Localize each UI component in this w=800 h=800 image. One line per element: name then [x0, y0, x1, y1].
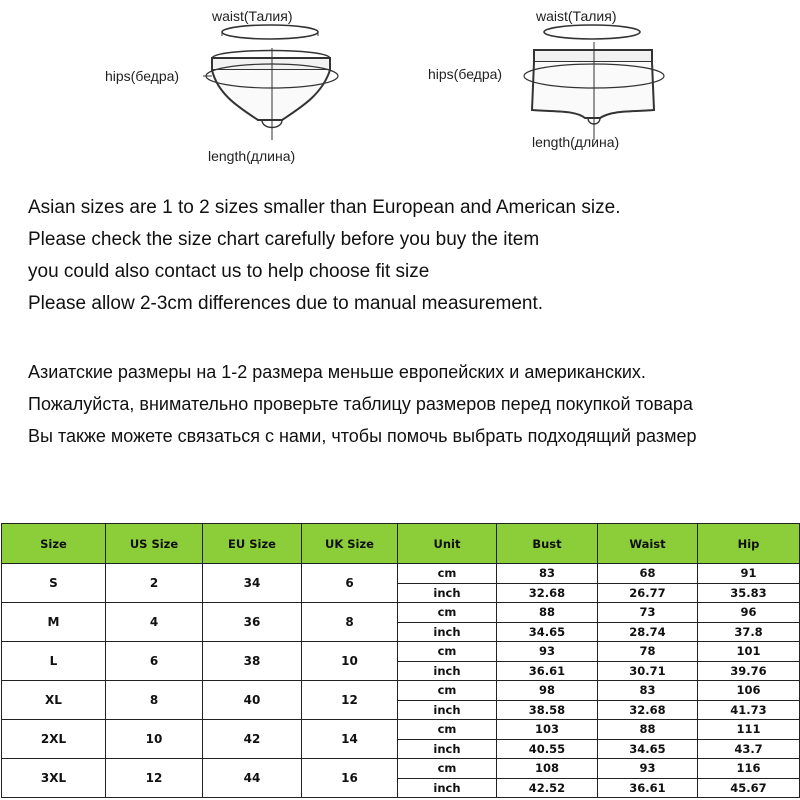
bust-cell: 88: [497, 603, 598, 623]
bust-cell: 32.68: [497, 583, 598, 603]
russian-note: Азиатские размеры на 1-2 размера меньше европейских и американских.: [28, 362, 646, 382]
header-size: Size: [2, 524, 106, 564]
unit-cell: cm: [398, 642, 497, 662]
hip-cell: 35.83: [698, 583, 800, 603]
eu-size-cell: 36: [203, 603, 302, 642]
unit-cell: cm: [398, 681, 497, 701]
russian-note: Пожалуйста, внимательно проверьте таблицу размеров перед покупкой товара: [28, 394, 693, 414]
waist-cell: 68: [598, 564, 698, 584]
hip-cell: 106: [698, 681, 800, 701]
briefs-illustration: [0, 0, 800, 180]
bust-cell: 38.58: [497, 700, 598, 720]
header-waist: Waist: [598, 524, 698, 564]
russian-note: Вы также можете связаться с нами, чтобы помочь выбрать подходящий размер: [28, 426, 697, 446]
bust-cell: 40.55: [497, 739, 598, 759]
waist-cell: 26.77: [598, 583, 698, 603]
waist-cell: 36.61: [598, 778, 698, 798]
unit-cell: inch: [398, 778, 497, 798]
hip-cell: 43.7: [698, 739, 800, 759]
waist-cell: 28.74: [598, 622, 698, 642]
unit-cell: cm: [398, 564, 497, 584]
unit-cell: cm: [398, 720, 497, 740]
size-cell: 2XL: [2, 720, 106, 759]
table-row: [2, 564, 800, 584]
unit-cell: inch: [398, 661, 497, 681]
us-size-cell: 4: [106, 603, 203, 642]
unit-cell: cm: [398, 603, 497, 623]
russian-notes: [28, 356, 776, 452]
size-cell: XL: [2, 681, 106, 720]
left-waist-label: waist(Талия): [212, 8, 293, 24]
eu-size-cell: 34: [203, 564, 302, 603]
size-cell: 3XL: [2, 759, 106, 798]
waist-cell: 73: [598, 603, 698, 623]
unit-cell: cm: [398, 759, 497, 779]
waist-cell: 88: [598, 720, 698, 740]
waist-cell: 93: [598, 759, 698, 779]
size-cell: L: [2, 642, 106, 681]
bust-cell: 98: [497, 681, 598, 701]
uk-size-cell: 8: [302, 603, 398, 642]
unit-cell: inch: [398, 700, 497, 720]
english-note: you could also contact us to help choose fit size: [28, 261, 430, 282]
bust-cell: 83: [497, 564, 598, 584]
waist-cell: 32.68: [598, 700, 698, 720]
right-length-label: length(длина): [532, 134, 620, 150]
hip-cell: 111: [698, 720, 800, 740]
waist-cell: 78: [598, 642, 698, 662]
bust-cell: 103: [497, 720, 598, 740]
unit-cell: inch: [398, 622, 497, 642]
english-note: Please allow 2-3cm differences due to manual measurement.: [28, 293, 544, 314]
unit-cell: inch: [398, 739, 497, 759]
uk-size-cell: 12: [302, 681, 398, 720]
hip-cell: 116: [698, 759, 800, 779]
right-waist-label: waist(Талия): [536, 8, 617, 24]
size-chart-table: [1, 523, 800, 798]
us-size-cell: 10: [106, 720, 203, 759]
eu-size-cell: 44: [203, 759, 302, 798]
size-cell: S: [2, 564, 106, 603]
left-length-label: length(длина): [208, 148, 296, 164]
table-row: [2, 642, 800, 662]
header-uk-size: UK Size: [302, 524, 398, 564]
bust-cell: 34.65: [497, 622, 598, 642]
us-size-cell: 12: [106, 759, 203, 798]
header-unit: Unit: [398, 524, 497, 564]
waist-cell: 34.65: [598, 739, 698, 759]
header-us-size: US Size: [106, 524, 203, 564]
bust-cell: 36.61: [497, 661, 598, 681]
hip-cell: 96: [698, 603, 800, 623]
waist-cell: 30.71: [598, 661, 698, 681]
table-row: [2, 603, 800, 623]
bust-cell: 42.52: [497, 778, 598, 798]
bust-cell: 93: [497, 642, 598, 662]
hip-cell: 101: [698, 642, 800, 662]
hip-cell: 37.8: [698, 622, 800, 642]
uk-size-cell: 14: [302, 720, 398, 759]
measurement-diagram: [0, 0, 800, 180]
hip-cell: 91: [698, 564, 800, 584]
eu-size-cell: 42: [203, 720, 302, 759]
table-row: [2, 681, 800, 701]
left-hips-label: hips(бедра): [105, 68, 180, 84]
right-hips-label: hips(бедра): [428, 66, 503, 82]
size-cell: M: [2, 603, 106, 642]
eu-size-cell: 38: [203, 642, 302, 681]
uk-size-cell: 16: [302, 759, 398, 798]
uk-size-cell: 10: [302, 642, 398, 681]
bust-cell: 108: [497, 759, 598, 779]
uk-size-cell: 6: [302, 564, 398, 603]
us-size-cell: 6: [106, 642, 203, 681]
unit-cell: inch: [398, 583, 497, 603]
header-hip: Hip: [698, 524, 800, 564]
english-notes: [28, 192, 788, 320]
us-size-cell: 8: [106, 681, 203, 720]
bikini-briefs-drawing: [203, 25, 338, 140]
hip-cell: 45.67: [698, 778, 800, 798]
hip-cell: 39.76: [698, 661, 800, 681]
header-eu-size: EU Size: [203, 524, 302, 564]
english-note: Please check the size chart carefully before you buy the item: [28, 229, 540, 250]
eu-size-cell: 40: [203, 681, 302, 720]
table-row: [2, 759, 800, 779]
boyshort-briefs-drawing: [524, 25, 664, 140]
us-size-cell: 2: [106, 564, 203, 603]
table-row: [2, 720, 800, 740]
english-note: Asian sizes are 1 to 2 sizes smaller than European and American size.: [28, 197, 621, 218]
hip-cell: 41.73: [698, 700, 800, 720]
waist-cell: 83: [598, 681, 698, 701]
table-header-row: [2, 524, 800, 564]
header-bust: Bust: [497, 524, 598, 564]
